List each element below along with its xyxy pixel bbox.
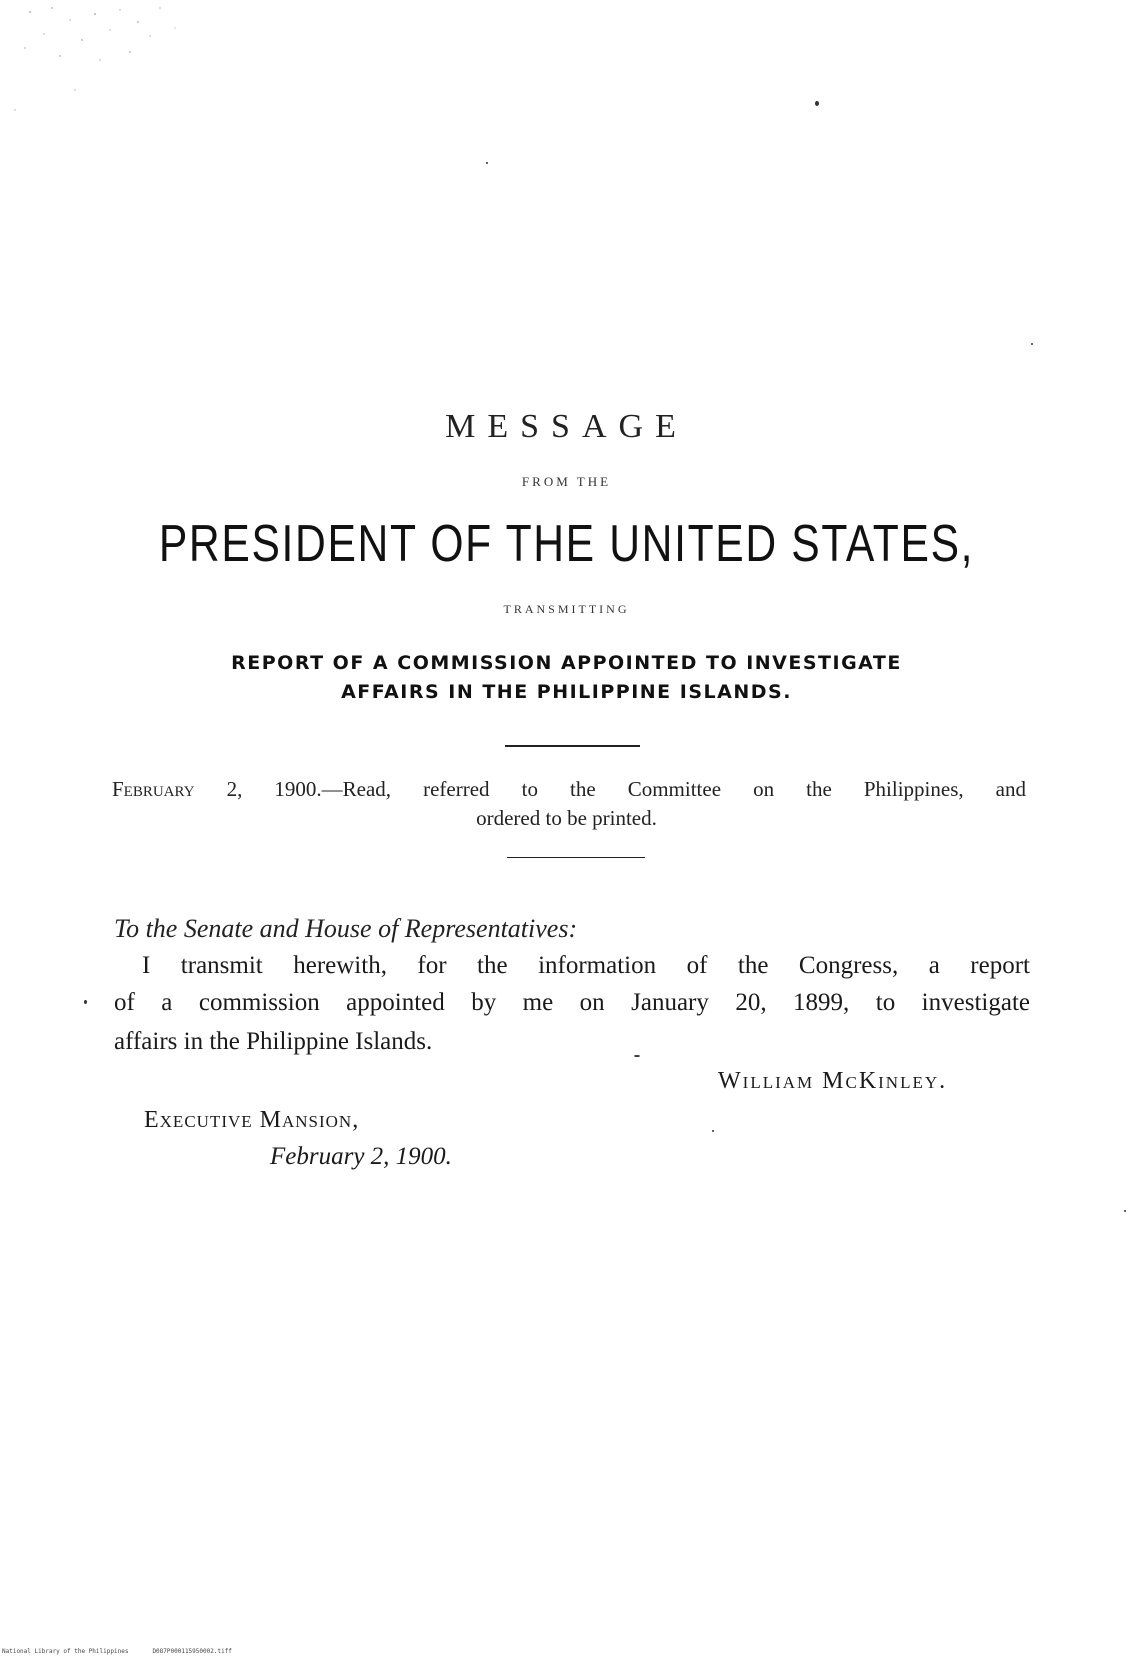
scan-speck — [634, 1055, 640, 1057]
document-heading: MESSAGE — [445, 408, 688, 445]
scan-noise-specks — [0, 0, 200, 130]
message-body-line-1: I transmit herewith, for the information of the Congress, a report — [142, 952, 1030, 979]
place-line: Executive Mansion, — [144, 1107, 360, 1133]
transmitting-line: TRANSMITTING — [503, 602, 630, 616]
scan-speck — [84, 1000, 87, 1004]
scan-speck — [815, 101, 819, 106]
record-entry-line-2: ordered to be printed. — [476, 806, 657, 830]
salutation: To the Senate and House of Representatives: — [114, 914, 578, 943]
divider-rule-top — [505, 745, 640, 747]
report-title-line-1: REPORT OF A COMMISSION APPOINTED TO INVESTIGATE — [231, 652, 902, 674]
report-title-line-2: AFFAIRS IN THE PHILIPPINE ISLANDS. — [341, 681, 792, 703]
footer-library: National Library of the Philippines — [2, 1648, 129, 1655]
signature: William McKinley. — [718, 1068, 948, 1094]
record-date: February 2, 1900. — [112, 777, 322, 801]
scan-speck — [486, 162, 488, 164]
scan-speck — [1124, 1210, 1126, 1212]
scan-speck — [712, 1130, 714, 1132]
scan-speck — [1031, 343, 1033, 345]
divider-rule-bottom — [507, 857, 645, 858]
date-line: February 2, 1900. — [270, 1143, 452, 1170]
president-title: PRESIDENT OF THE UNITED STATES, — [158, 515, 975, 573]
scan-footer — [2, 1648, 256, 1655]
footer-file: D087P000115950002.tiff — [152, 1648, 232, 1655]
message-body-line-3: affairs in the Philippine Islands. — [114, 1028, 433, 1055]
record-entry-line-1 — [112, 777, 1026, 802]
record-text: —Read, referred to the Committee on the Philippines, and — [321, 777, 1026, 801]
message-body-line-2: of a commission appointed by me on January 20, 1899, to investigate — [114, 989, 1030, 1016]
from-the-line: FROM THE — [521, 474, 612, 489]
